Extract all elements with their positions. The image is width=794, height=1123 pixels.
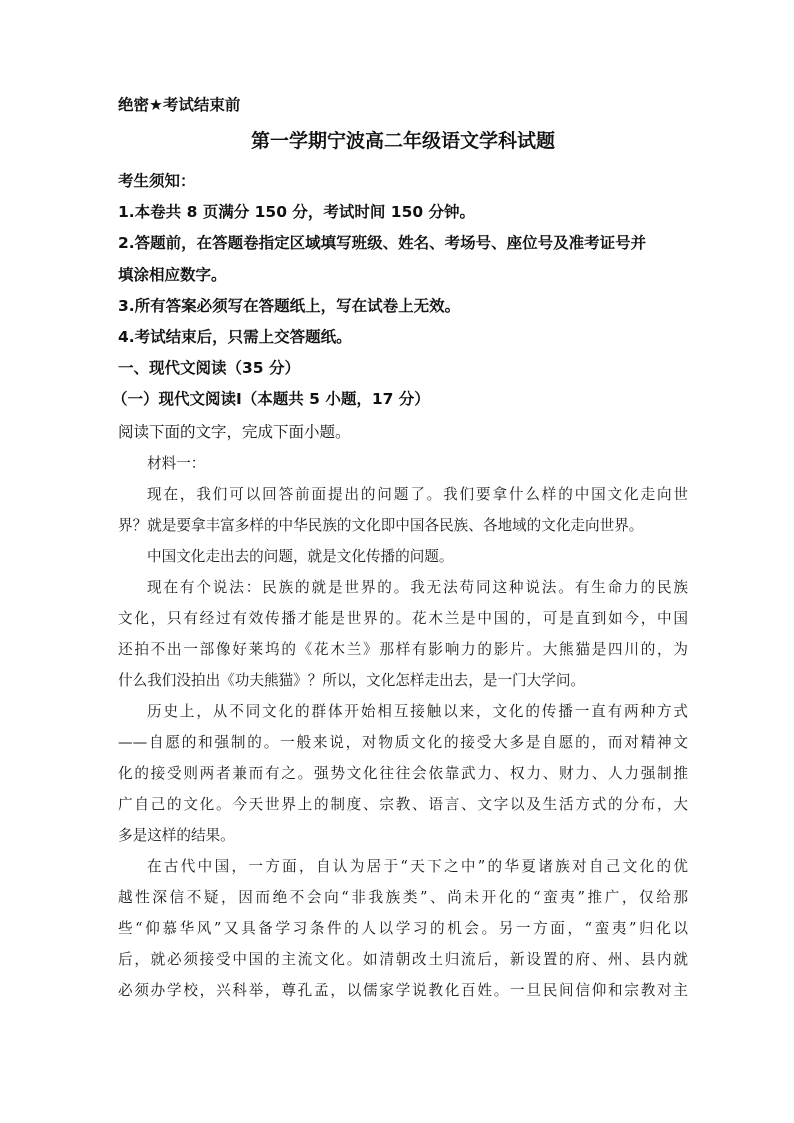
paragraph-line: 文化，只有经过有效传播才能是世界的。花木兰是中国的，可是直到如今，中国: [118, 609, 688, 627]
paragraph-line: 什么我们没拍出《功夫熊猫》？所以，文化怎样走出去，是一门大学问。: [118, 671, 586, 689]
page-title: 第一学期宁波高二年级语文学科试题: [250, 130, 555, 152]
paragraph-line: 后，就必须接受中国的主流文化。如清朝改土归流后，新设置的府、州、县内就: [118, 950, 688, 968]
paragraph-line: 现在，我们可以回答前面提出的问题了。我们要拿什么样的中国文化走向世: [147, 485, 688, 503]
paragraph-line: 越性深信不疑，因而绝不会向“非我族类”、尚未开化的“蛮夷”推广，仅给那: [118, 888, 688, 906]
notice-item-4: 4.考试结束后，只需上交答题纸。: [118, 327, 352, 346]
paragraph-line: 些“仰慕华风”又具备学习条件的人以学习的机会。另一方面，“蛮夷”归化以: [118, 919, 688, 937]
paragraph-line: 历史上，从不同文化的群体开始相互接触以来，文化的传播一直有两种方式: [147, 702, 688, 720]
paragraph-line: 化的接受则两者兼而有之。强势文化往往会依靠武力、权力、财力、人力强制推: [118, 764, 688, 782]
material-label: 材料一：: [147, 454, 206, 472]
paragraph-line: 中国文化走出去的问题，就是文化传播的问题。: [147, 547, 454, 565]
paragraph-line: 还拍不出一部像好莱坞的《花木兰》那样有影响力的影片。大熊猫是四川的，为: [118, 640, 688, 658]
notice-item-2-continued: 填涂相应数字。: [118, 265, 227, 284]
reading-instruction: 阅读下面的文字，完成下面小题。: [118, 422, 351, 441]
notice-heading: 考生须知：: [118, 172, 196, 190]
notice-item-2: 2.答题前，在答题卷指定区域填写班级、姓名、考场号、座位号及准考证号并: [118, 234, 647, 253]
paragraph-line: 多是这样的结果。: [118, 826, 235, 844]
confidential-label: 绝密★考试结束前: [118, 96, 241, 114]
exam-page: [112, 92, 688, 1006]
section-heading: 一、现代文阅读（35 分）: [118, 359, 300, 378]
notice-item-3: 3.所有答案必须写在答题纸上，写在试卷上无效。: [118, 296, 461, 315]
paragraph-line: 广自己的文化。今天世界上的制度、宗教、语言、文字以及生活方式的分布，大: [118, 795, 688, 813]
material-one: [118, 448, 688, 1006]
paragraph-line: 必须办学校，兴科举，尊孔孟，以儒家学说教化百姓。一旦民间信仰和宗教对主: [118, 981, 688, 999]
paragraph-line: 在古代中国，一方面，自认为居于“天下之中”的华夏诸族对自己文化的优: [147, 857, 688, 875]
paragraph-line: 界？就是要拿丰富多样的中华民族的文化即中国各民族、各地域的文化走向世界。: [118, 516, 644, 534]
paragraph-line: ——自愿的和强制的。一般来说，对物质文化的接受大多是自愿的，而对精神文: [118, 733, 688, 751]
paragraph-line: 现在有个说法：民族的就是世界的。我无法苟同这种说法。有生命力的民族: [147, 578, 688, 596]
subsection-heading: （一）现代文阅读Ⅰ（本题共 5 小题，17 分）: [112, 390, 430, 409]
notice-item-1: 1.本卷共 8 页满分 150 分，考试时间 150 分钟。: [118, 203, 476, 222]
